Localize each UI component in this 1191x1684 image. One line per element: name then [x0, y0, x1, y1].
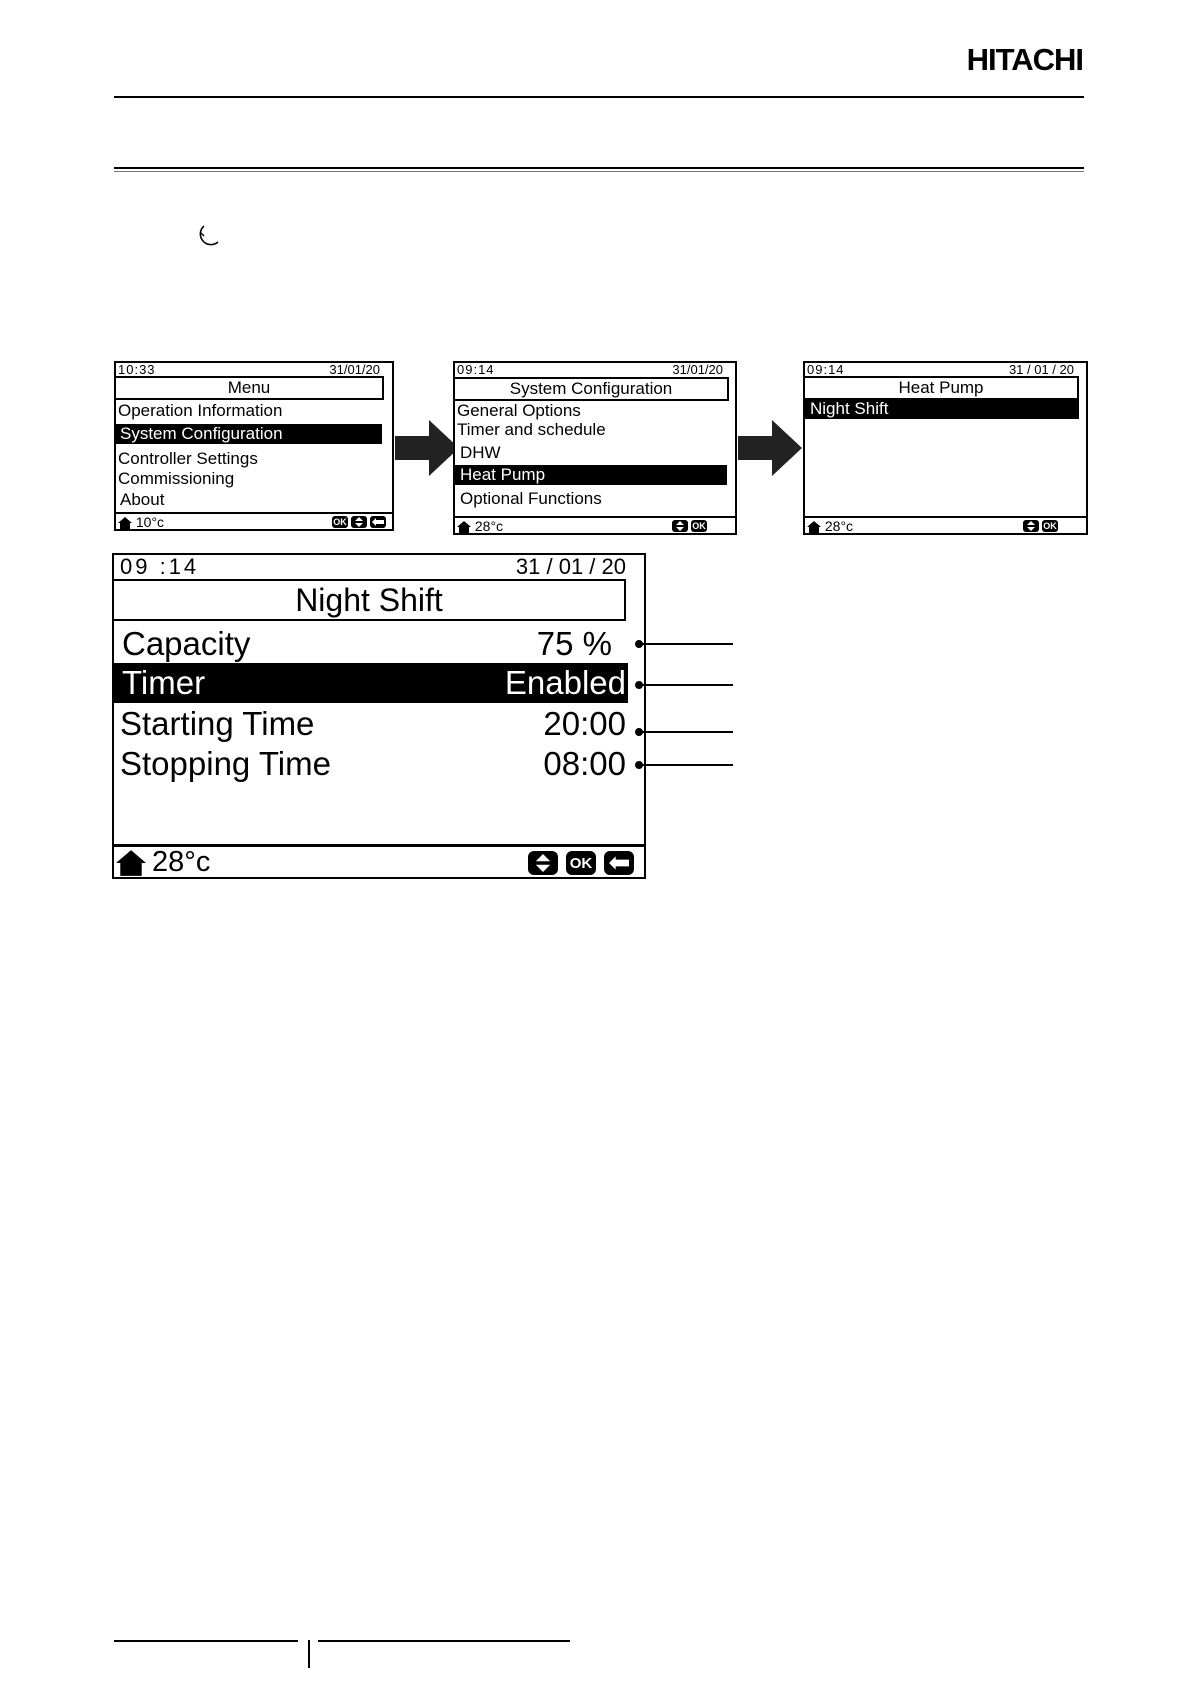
menu-item[interactable]: General Options: [457, 401, 581, 420]
screen-title: Heat Pump: [805, 376, 1079, 400]
ok-icon[interactable]: OK: [692, 521, 706, 531]
menu-item-selected[interactable]: System Configuration: [116, 424, 382, 444]
setting-value: 75 %: [536, 625, 612, 662]
status-bar: [805, 516, 1086, 533]
setting-row-stopping-time[interactable]: [114, 744, 628, 784]
screen-date: 31 / 01 / 20: [515, 554, 626, 579]
moon-icon: [198, 224, 220, 250]
menu-item[interactable]: Commissioning: [118, 469, 235, 488]
screen-clock: 09 :14: [120, 554, 200, 579]
up-down-icon[interactable]: [351, 516, 367, 528]
callout-line: [639, 764, 733, 766]
temperature-value: 28°c: [474, 518, 504, 534]
callout-line: [639, 684, 733, 686]
arrow-right-icon: [395, 420, 459, 476]
back-icon[interactable]: [604, 851, 634, 875]
setting-label: Stopping Time: [120, 745, 331, 782]
home-icon: [116, 849, 146, 877]
setting-label: Starting Time: [120, 705, 315, 742]
arrow-right-icon: [738, 420, 802, 476]
menu-item[interactable]: Operation Information: [118, 401, 283, 420]
section-rule: [114, 167, 1084, 169]
screen-title: System Configuration: [455, 377, 729, 401]
screen-clock: 09:14: [457, 362, 495, 377]
screen-clock: 09:14: [807, 362, 845, 377]
callout-line: [639, 643, 733, 645]
up-down-icon[interactable]: [1023, 520, 1039, 532]
setting-row-starting-time[interactable]: [114, 704, 628, 744]
setting-value: 08:00: [543, 745, 626, 782]
room-temperature: [807, 519, 853, 533]
up-down-icon[interactable]: [528, 851, 558, 875]
status-bar: [455, 516, 735, 533]
screen-date: 31/01/20: [329, 362, 380, 377]
footer-rule-right: [318, 1640, 570, 1642]
system-configuration-screen: [453, 361, 737, 535]
up-down-icon[interactable]: [672, 520, 688, 532]
menu-item[interactable]: Timer and schedule: [457, 420, 606, 439]
callout-line: [639, 731, 733, 733]
screen-date: 31 / 01 / 20: [1008, 362, 1074, 377]
setting-value: 20:00: [543, 705, 626, 742]
temperature-value: 10°c: [135, 514, 165, 530]
menu-item[interactable]: DHW: [460, 443, 501, 462]
temperature-value: 28°c: [824, 518, 854, 534]
room-temperature: [457, 519, 503, 533]
menu-item-selected[interactable]: Night Shift: [805, 399, 1079, 419]
screen-title: Night Shift: [114, 579, 626, 621]
home-icon: [457, 521, 471, 533]
setting-row-timer[interactable]: [114, 663, 628, 703]
home-icon: [807, 521, 821, 533]
temperature-value: 28°c: [152, 846, 211, 878]
menu-screen: [114, 361, 394, 531]
footer-divider: [308, 1640, 310, 1668]
menu-item[interactable]: Optional Functions: [460, 489, 602, 508]
menu-item[interactable]: Controller Settings: [118, 449, 258, 468]
ok-icon[interactable]: OK: [333, 517, 347, 527]
screen-clock: 10:33: [118, 362, 156, 377]
ok-icon[interactable]: OK: [1043, 521, 1057, 531]
footer-rule-left: [114, 1640, 298, 1642]
night-shift-screen: [112, 553, 646, 879]
brand-logo: HITACHI: [966, 42, 1083, 77]
setting-label: Timer: [122, 664, 206, 701]
setting-value: Enabled: [504, 664, 626, 701]
room-temperature: [118, 515, 164, 529]
status-bar: [114, 844, 644, 877]
heat-pump-screen: [803, 361, 1088, 535]
header-rule: [114, 96, 1084, 98]
screen-title: Menu: [116, 376, 384, 400]
home-icon: [118, 517, 132, 529]
menu-item-selected[interactable]: Heat Pump: [455, 465, 727, 485]
ok-icon[interactable]: OK: [566, 851, 596, 875]
room-temperature: [116, 848, 210, 877]
back-icon[interactable]: [370, 516, 386, 528]
setting-row-capacity[interactable]: [114, 624, 628, 664]
section-rule-2: [114, 171, 1084, 172]
menu-item[interactable]: About: [120, 490, 165, 509]
screen-date: 31/01/20: [672, 362, 723, 377]
setting-label: Capacity: [122, 625, 251, 662]
status-bar: [116, 512, 392, 529]
